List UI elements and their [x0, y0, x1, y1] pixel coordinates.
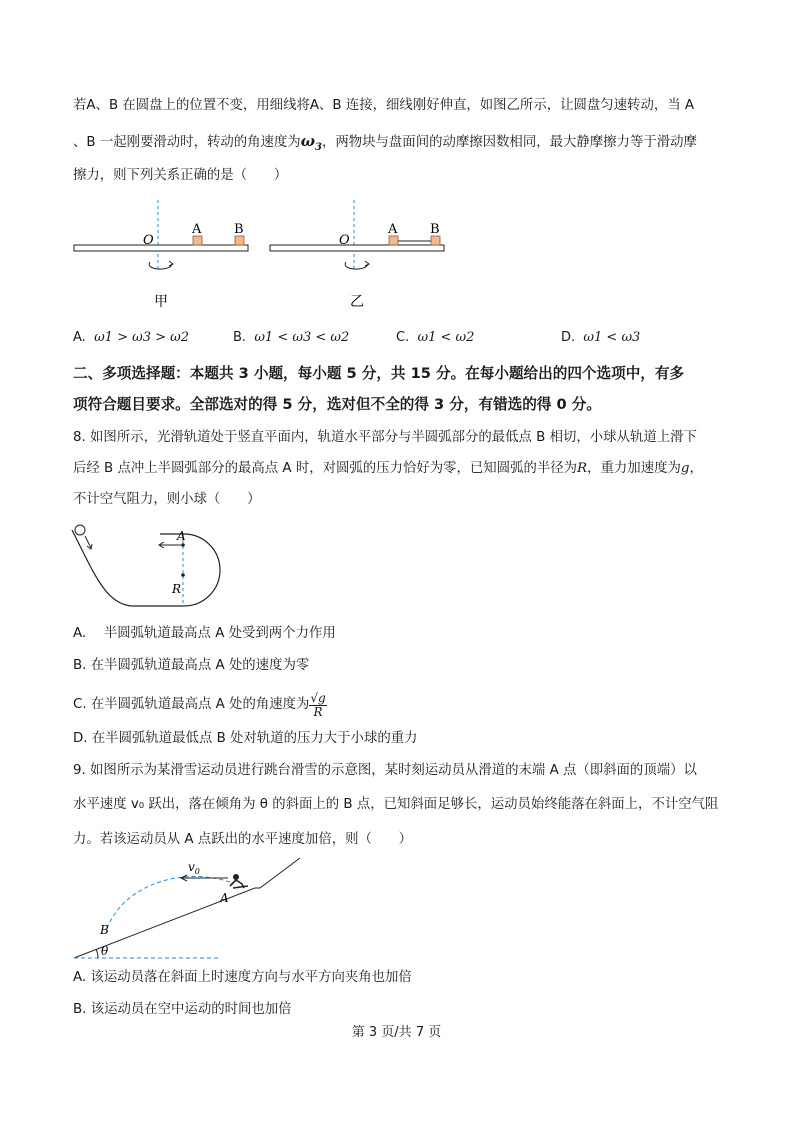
ball-icon [75, 525, 85, 535]
rotation-arrow-icon [345, 262, 368, 269]
track-path [72, 530, 220, 606]
radius-symbol: R [577, 461, 588, 476]
option-letter: D. [561, 330, 576, 345]
label-r: R [172, 582, 182, 596]
disk-figure-jia [70, 198, 255, 313]
q7-option-d[interactable] [561, 330, 640, 345]
arrowhead-icon [169, 261, 173, 266]
option-c-text: C. 在半圆弧轨道最高点 A 处的角速度为 [73, 697, 310, 712]
q7-line2 [73, 133, 697, 156]
q8-option-d[interactable]: D. 在半圆弧轨道最低点 B 处对轨道的压力大于小球的重力 [73, 731, 418, 746]
center-point [181, 573, 185, 577]
disk-plate [270, 245, 444, 251]
label-v0 [188, 860, 200, 876]
q8-line3: 不计空气阻力，则小球（ ） [73, 492, 261, 507]
trajectory-curve [108, 876, 230, 926]
block-b [431, 236, 440, 245]
caption-yi: 乙 [350, 294, 364, 310]
track-figure [64, 518, 229, 613]
v-letter: v [188, 860, 195, 874]
ski-jump-figure [70, 856, 305, 964]
skier-icon [230, 880, 248, 888]
q8-option-c[interactable] [73, 688, 327, 722]
v-subscript: 0 [194, 867, 200, 876]
disk-figure-yi [266, 198, 451, 313]
caption-jia: 甲 [154, 294, 168, 310]
omega3-symbol [300, 132, 322, 153]
angle-arc [96, 949, 98, 958]
q7-line2b: ，两物块与盘面间的动摩擦因数相同，最大静摩擦力等于滑动摩 [321, 135, 697, 150]
label-o: O [143, 233, 154, 248]
sqrt-fraction [309, 692, 326, 719]
fraction-denominator: R [313, 704, 323, 719]
q9-line3: 力。若该运动员从 A 点跃出的水平速度加倍，则（ ） [73, 832, 413, 847]
q7-line3: 擦力，则下列关系正确的是（ ） [73, 168, 288, 183]
label-theta: θ [101, 944, 109, 958]
label-a: A [177, 529, 186, 543]
q7-option-c[interactable] [396, 330, 474, 345]
q9-line2: 水平速度 v₀ 跃出，落在倾角为 θ 的斜面上的 B 点，已知斜面足够长，运动员始终能落在斜面上，不计空气阻 [73, 797, 719, 812]
option-letter: C. [396, 330, 410, 345]
rotation-arrow-icon [149, 262, 172, 269]
q9-option-a[interactable]: A. 该运动员落在斜面上时速度方向与水平方向夹角也加倍 [73, 970, 412, 985]
q7-option-b[interactable] [233, 330, 349, 345]
disk-plate [74, 245, 248, 251]
section2-line1: 二、多项选择题：本题共 3 小题，每小题 5 分，共 15 分。在每小题给出的四个选项中，有多 [73, 365, 685, 382]
option-expr: ω1 < ω3 [583, 330, 641, 345]
q9-option-b[interactable]: B. 该运动员在空中运动的时间也加倍 [73, 1002, 292, 1017]
q8-line1: 8. 如图所示，光滑轨道处于竖直平面内，轨道水平部分与半圆弧部分的最低点 B 相切，小球从轨道上滑下 [73, 430, 697, 445]
q7-line2a: 、B 一起刚要滑动时，转动的角速度为 [73, 135, 301, 150]
label-a: A [220, 891, 229, 905]
label-a: A [192, 222, 202, 237]
option-letter: A. [73, 330, 86, 345]
block-a [193, 236, 202, 245]
option-expr: ω1 > ω3 > ω2 [94, 330, 189, 345]
q8-line2c: ， [689, 461, 703, 476]
q8-line2 [73, 461, 703, 477]
label-o: O [339, 233, 350, 248]
q7-option-a[interactable] [73, 330, 189, 345]
q8-line2a: 后经 B 点冲上半圆弧部分的最高点 A 时，对圆弧的压力恰好为零，已知圆弧的半径为 [73, 461, 578, 476]
page-footer: 第 3 页/共 7 页 [351, 1025, 442, 1040]
block-a [389, 236, 398, 245]
fraction-numerator: √g [310, 690, 326, 705]
option-letter: B. [233, 330, 247, 345]
label-a: A [388, 222, 398, 237]
q8-option-b[interactable]: B. 在半圆弧轨道最高点 A 处的速度为零 [73, 658, 310, 673]
label-b: B [234, 222, 244, 237]
ramp-line [255, 858, 300, 888]
omega-subscript: 3 [315, 142, 322, 153]
option-expr: ω1 < ω3 < ω2 [254, 330, 350, 345]
gravity-symbol: g [680, 461, 690, 476]
arrowhead-icon [365, 261, 369, 266]
block-b [235, 236, 244, 245]
option-expr: ω1 < ω2 [417, 330, 475, 345]
section2-line2: 项符合题目要求。全部选对的得 5 分，选对但不全的得 3 分，有错选的得 0 分。 [73, 396, 601, 413]
label-b: B [430, 222, 440, 237]
label-b: B [100, 923, 109, 937]
q9-line1: 9. 如图所示为某滑雪运动员进行跳台滑雪的示意图，某时刻运动员从滑道的末端 A 点（即斜面的顶端）以 [73, 763, 697, 778]
omega-letter: ω [300, 132, 315, 150]
q8-line2b: ，重力加速度为 [587, 461, 681, 476]
q8-option-a[interactable]: A. 半圆弧轨道最高点 A 处受到两个力作用 [73, 626, 336, 641]
ball-at-a [181, 543, 185, 547]
q7-line1: 若A、B 在圆盘上的位置不变，用细线将A、B 连接，细线刚好伸直，如图乙所示，让圆盘匀速转动，当 A [73, 98, 695, 113]
